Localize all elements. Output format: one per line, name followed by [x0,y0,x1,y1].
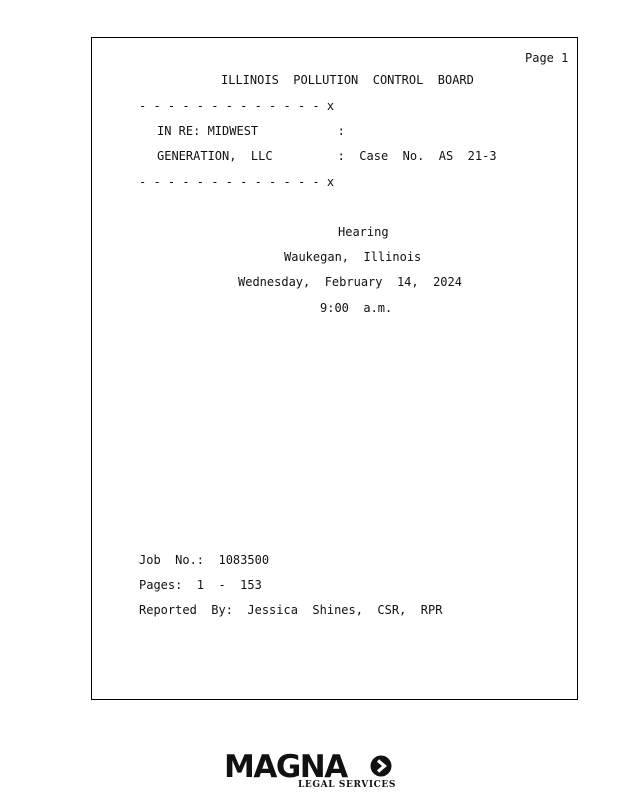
hearing-type: Hearing [338,225,389,239]
logo-tagline: LEGAL SERVICES [298,780,396,790]
magna-logo [224,750,394,792]
hearing-time: 9:00 a.m. [320,301,393,315]
caption-line-1: IN RE: MIDWEST : [157,124,345,138]
board-title: ILLINOIS POLLUTION CONTROL BOARD [221,73,474,87]
logo-wordmark: MAGNA [224,749,347,785]
caption-divider-top: - - - - - - - - - - - - - x [139,99,335,113]
caption-line-2: GENERATION, LLC : Case No. AS 21-3 [157,149,497,163]
hearing-location: Waukegan, Illinois [284,250,422,264]
reporter: Reported By: Jessica Shines, CSR, RPR [139,603,443,617]
hearing-date: Wednesday, February 14, 2024 [238,275,462,289]
page-range: Pages: 1 - 153 [139,578,262,592]
chevron-circle-icon [370,755,392,777]
job-number: Job No.: 1083500 [139,553,270,567]
page-number: Page 1 [525,51,569,65]
caption-divider-bottom: - - - - - - - - - - - - - x [139,175,335,189]
